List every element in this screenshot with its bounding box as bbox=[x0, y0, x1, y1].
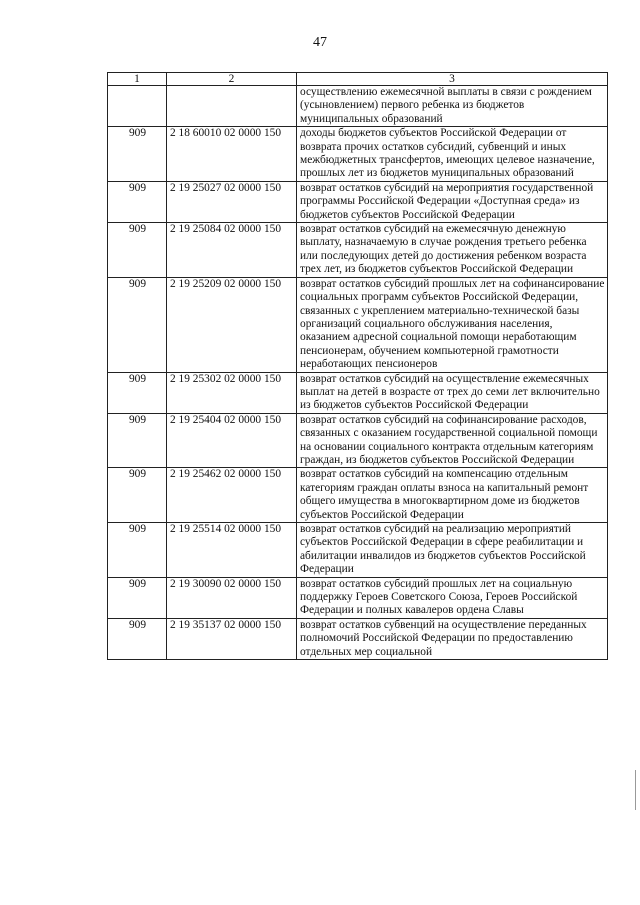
table-row bbox=[108, 223, 608, 278]
table-row bbox=[108, 86, 608, 127]
table-row bbox=[108, 127, 608, 182]
description-cell: возврат остатков субсидий прошлых лет на социальную поддержку Героев Советского Союза, Героев Российской Федерации и полных кавалеров ордена Славы bbox=[297, 577, 608, 618]
admin-code-cell: 909 bbox=[108, 223, 167, 278]
page-number: 47 bbox=[313, 35, 327, 50]
table-row bbox=[108, 181, 608, 222]
description-cell: возврат остатков субсидий на осуществление ежемесячных выплат на детей в возрасте от трех до семи лет включительно из бюджетов субъектов Российской Федерации bbox=[297, 372, 608, 413]
description-cell: возврат остатков субсидий на реализацию мероприятий субъектов Российской Федерации в сфере реабилитации и абилитации инвалидов из бюджетов субъектов Российской Федерации bbox=[297, 523, 608, 578]
admin-code-cell: 909 bbox=[108, 127, 167, 182]
header-col-1: 1 bbox=[108, 73, 167, 86]
admin-code-cell: 909 bbox=[108, 577, 167, 618]
budget-code-cell: 2 19 35137 02 0000 150 bbox=[167, 618, 297, 659]
budget-code-cell: 2 19 25462 02 0000 150 bbox=[167, 468, 297, 523]
budget-code-cell: 2 19 25404 02 0000 150 bbox=[167, 413, 297, 468]
budget-code-cell: 2 19 25209 02 0000 150 bbox=[167, 277, 297, 372]
admin-code-cell: 909 bbox=[108, 372, 167, 413]
description-cell: возврат остатков субсидий на компенсацию отдельным категориям граждан оплаты взноса на капитальный ремонт общего имущества в многоквартирном доме из бюджетов субъектов Российской Федерации bbox=[297, 468, 608, 523]
description-cell: доходы бюджетов субъектов Российской Федерации от возврата прочих остатков субсидий, субвенций и иных межбюджетных трансфертов, имеющих целевое назначение, прошлых лет из бюджетов муниципальных образований bbox=[297, 127, 608, 182]
description-cell: возврат остатков субсидий прошлых лет на софинансирование социальных программ субъектов Российской Федерации, связанных с укреплением материально-технической базы организаций социального обслуживания населения, оказанием адресной социальной помощи неработающим пенсионерам, обучением компьютерной грамотности неработающих пенсионеров bbox=[297, 277, 608, 372]
table-row bbox=[108, 468, 608, 523]
admin-code-cell: 909 bbox=[108, 181, 167, 222]
budget-code-cell: 2 18 60010 02 0000 150 bbox=[167, 127, 297, 182]
budget-code-cell: 2 19 25084 02 0000 150 bbox=[167, 223, 297, 278]
admin-code-cell: 909 bbox=[108, 523, 167, 578]
table-row bbox=[108, 618, 608, 659]
description-cell: осуществлению ежемесячной выплаты в связи с рождением (усыновлением) первого ребенка из бюджетов муниципальных образований bbox=[297, 86, 608, 127]
budget-code-cell: 2 19 30090 02 0000 150 bbox=[167, 577, 297, 618]
budget-codes-table bbox=[107, 72, 608, 660]
header-col-2: 2 bbox=[167, 73, 297, 86]
scan-edge-mark bbox=[635, 770, 636, 810]
header-row bbox=[108, 73, 608, 86]
budget-code-cell: 2 19 25302 02 0000 150 bbox=[167, 372, 297, 413]
description-cell: возврат остатков субсидий на софинансирование расходов, связанных с оказанием государственной социальной помощи на основании социального контракта отдельным категориям граждан, из бюджетов субъектов Российской Федерации bbox=[297, 413, 608, 468]
admin-code-cell: 909 bbox=[108, 413, 167, 468]
budget-code-cell: 2 19 25514 02 0000 150 bbox=[167, 523, 297, 578]
admin-code-cell: 909 bbox=[108, 277, 167, 372]
header-col-3: 3 bbox=[297, 73, 608, 86]
budget-code-cell bbox=[167, 86, 297, 127]
table-row bbox=[108, 277, 608, 372]
description-cell: возврат остатков субсидий на ежемесячную денежную выплату, назначаемую в случае рождения третьего ребенка или последующих детей до достижения ребенком возраста трех лет, из бюджетов субъектов Российской Федерации bbox=[297, 223, 608, 278]
table-row bbox=[108, 577, 608, 618]
budget-code-cell: 2 19 25027 02 0000 150 bbox=[167, 181, 297, 222]
table-header bbox=[108, 73, 608, 86]
description-cell: возврат остатков субсидий на мероприятия государственной программы Российской Федерации «Доступная среда» из бюджетов субъектов Российской Федерации bbox=[297, 181, 608, 222]
admin-code-cell: 909 bbox=[108, 468, 167, 523]
table-row bbox=[108, 372, 608, 413]
table-row bbox=[108, 523, 608, 578]
description-cell: возврат остатков субвенций на осуществление переданных полномочий Российской Федерации по предоставлению отдельных мер социальной bbox=[297, 618, 608, 659]
table-body bbox=[108, 86, 608, 660]
table-row bbox=[108, 413, 608, 468]
admin-code-cell bbox=[108, 86, 167, 127]
admin-code-cell: 909 bbox=[108, 618, 167, 659]
